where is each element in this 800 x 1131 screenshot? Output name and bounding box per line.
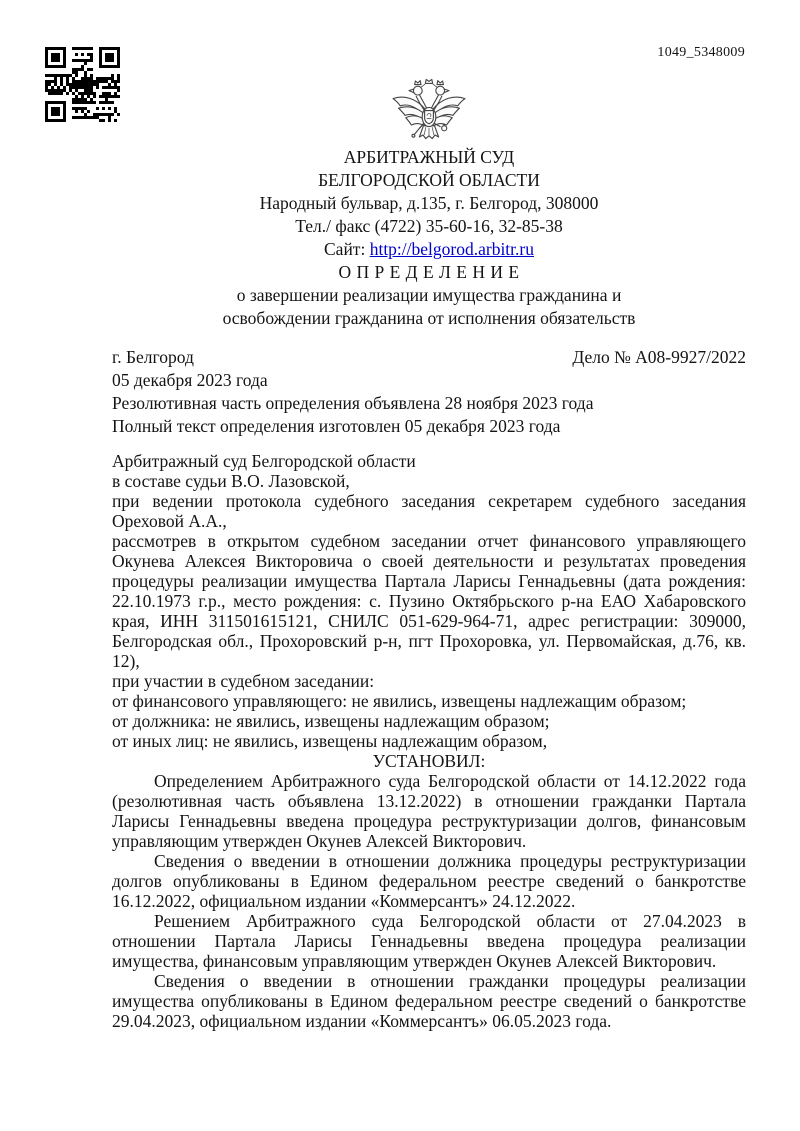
subtitle-line2: освобождении гражданина от исполнения обязательств (222, 308, 636, 328)
attendance-line: от иных лиц: не явились, извещены надлежащим образом, (112, 731, 548, 751)
judge-line: в составе судьи В.О. Лазовской, (112, 471, 350, 491)
court-name-line2: БЕЛГОРОДСКОЙ ОБЛАСТИ (318, 170, 540, 190)
russia-coat-of-arms (389, 77, 469, 155)
qr-code (45, 47, 120, 122)
court-website-link[interactable]: http://belgorod.arbitr.ru (369, 239, 534, 259)
body-paragraph: Определением Арбитражного суда Белгородской области от 14.12.2022 года (резолютивная часть объявлена 13.12.2022) в отношении гражданки Партала Ларисы Геннадьевны введена процедура реструктуризации долгов, финансовым управляющим утвержден Окунев Алексей Викторович. (112, 771, 746, 851)
document-subtitle (112, 284, 746, 330)
subtitle-line1: о завершении реализации имущества гражданина и (236, 285, 622, 305)
full-text-date-line: Полный текст определения изготовлен 05 декабря 2023 года (112, 416, 561, 436)
case-info-block (112, 346, 746, 438)
participation-line: при участии в судебном заседании: (112, 671, 375, 691)
body-paragraph: Сведения о введении в отношении гражданки процедуры реализации имущества опубликованы в Едином федеральном реестре сведений о банкротстве 29.04.2023, официальном издании «Коммерсантъ» 06.05.2023 года. (112, 971, 746, 1031)
site-label: Сайт: (324, 239, 366, 259)
court-site-line (112, 238, 746, 261)
court-address: Народный бульвар, д.135, г. Белгород, 308000 (259, 193, 599, 213)
ustanovil-heading: УСТАНОВИЛ: (372, 751, 486, 771)
case-header-row (112, 346, 746, 369)
body-paragraph: Сведения о введении в отношении должника процедуры реструктуризации долгов опубликованы в Едином федеральном реестре сведений о банкротстве 16.12.2022, официальном издании «Коммерсантъ» 24.12.2022. (112, 851, 746, 911)
case-description: рассмотрев в открытом судебном заседании отчет финансового управляющего Окунева Алексея Викторовича о своей деятельности и результатах проведения процедуры реализации имущества Партала Ларисы Геннадьевны (дата рождения: 22.10.1973 г.р., место рождения: с. Пузино Октябрьского р-на ЕАО Хабаровского края, ИНН 311501615121, СНИЛС 051-629-964-71, адрес регистрации: 309000, Белгородская обл., Прохоровский р-н, пгт Прохоровка, ул. Первомайская, д.76, кв. 12), (112, 531, 746, 671)
document-body (112, 451, 746, 1031)
body-paragraph: Решением Арбитражного суда Белгородской области от 27.04.2023 в отношении Партала Ларисы Геннадьевны введена процедура реализации имущества, финансовым управляющим утвержден Окунев Алексей Викторович. (112, 911, 746, 971)
document-title: О П Р Е Д Е Л Е Н И Е (338, 262, 520, 282)
city-label: г. Белгород (112, 347, 194, 367)
court-name-line1: АРБИТРАЖНЫЙ СУД (343, 147, 515, 167)
document-text-column (112, 146, 746, 1031)
resolution-date-line: Резолютивная часть определения объявлена 28 ноября 2023 года (112, 393, 594, 413)
court-phone: Тел./ факс (4722) 35-60-16, 32-85-38 (295, 216, 563, 236)
court-letterhead (112, 146, 746, 261)
attendance-line: от должника: не явились, извещены надлежащим образом; (112, 711, 550, 731)
secretary-line: при ведении протокола судебного заседания секретарем судебного заседания Ореховой А.А., (112, 491, 746, 531)
case-number: Дело № А08-9927/2022 (572, 347, 746, 367)
attendance-line: от финансового управляющего: не явились, извещены надлежащим образом; (112, 691, 687, 711)
decision-date: 05 декабря 2023 года (112, 370, 268, 390)
court-line: Арбитражный суд Белгородской области (112, 451, 416, 471)
scan-id-number: 1049_5348009 (657, 45, 745, 60)
